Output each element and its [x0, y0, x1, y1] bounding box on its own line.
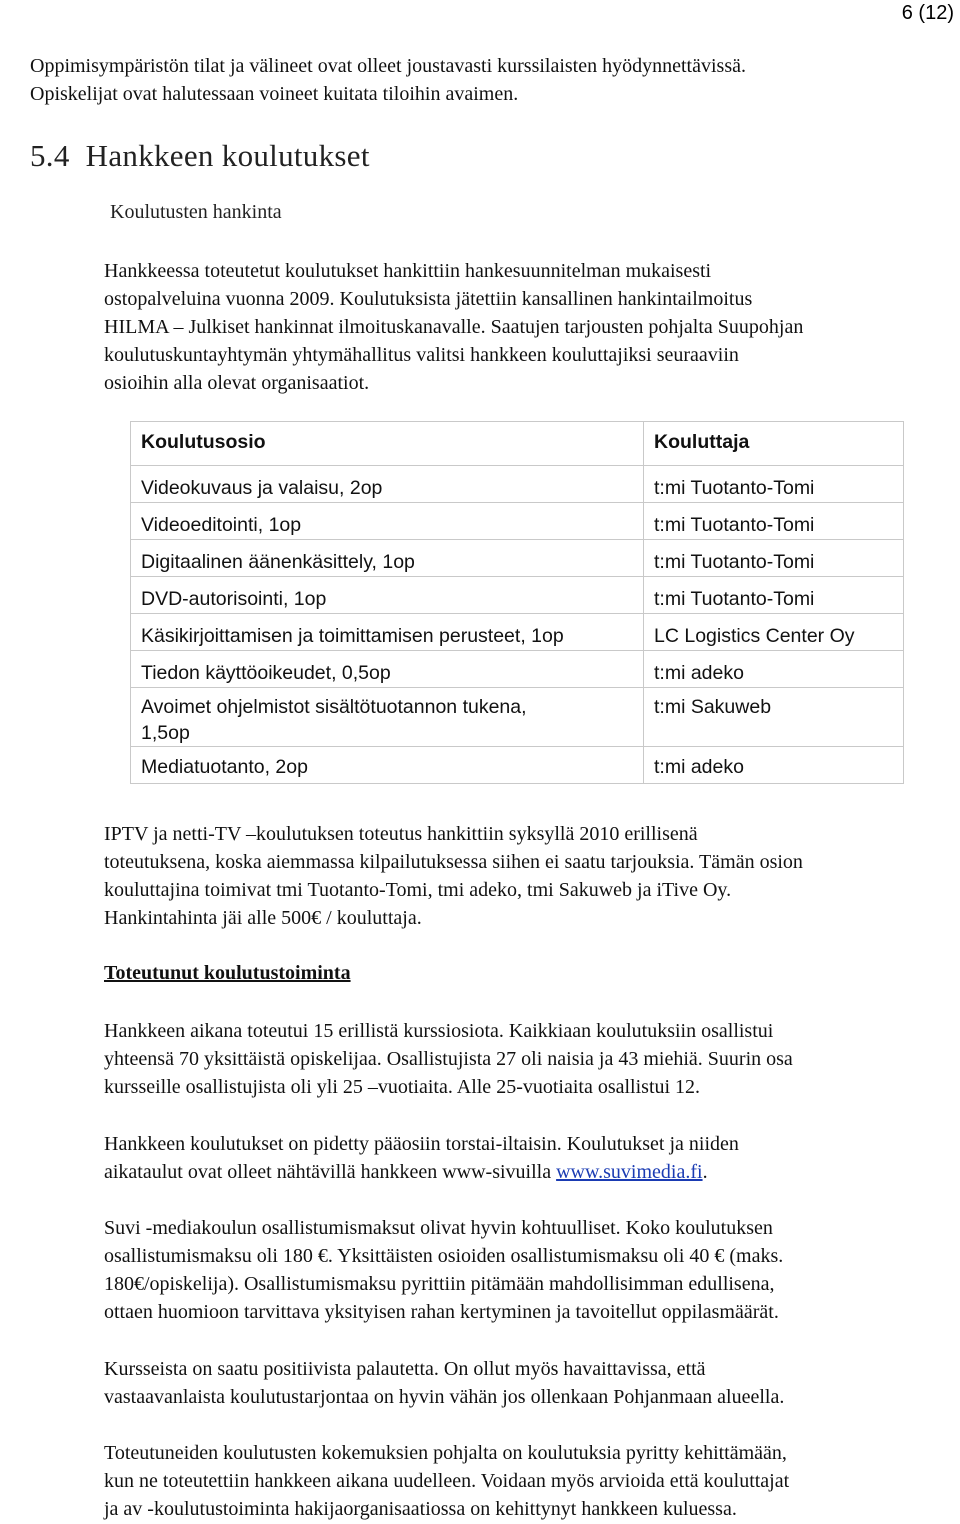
paragraph-line: ja av -koulutustoiminta hakijaorganisaatiossa on kehittynyt hankkeen kuluessa.: [104, 1498, 737, 1520]
fees-paragraph: [104, 1214, 783, 1326]
header-trainer: Kouluttaja: [644, 422, 904, 466]
paragraph-line: kursseille osallistujista oli yli 25 –vuotiaita. Alle 25-vuotiaita osallistui 12.: [104, 1076, 701, 1098]
paragraph-line: Hankkeen koulutukset on pidetty pääosiin torstai-iltaisin. Koulutukset ja niiden: [104, 1133, 739, 1155]
paragraph-line: osallistumismaksu oli 180 €. Yksittäisten osioiden osallistumismaksu oli 40 € (maks.: [104, 1245, 784, 1267]
cell-trainer: t:mi Tuotanto-Tomi: [644, 503, 904, 540]
cell-module: Mediatuotanto, 2op: [131, 747, 644, 784]
realized-heading-wrap: [104, 962, 351, 985]
table-row: [131, 651, 904, 688]
paragraph-line: Hankkeessa toteutetut koulutukset hankittiin hankesuunnitelman mukaisesti: [104, 260, 712, 282]
cell-module-line: Avoimet ohjelmistot sisältötuotannon tukena,: [141, 696, 527, 718]
paragraph-line: Hankkeen aikana toteutui 15 erillistä kurssiosiota. Kaikkiaan koulutuksiin osallistui: [104, 1020, 774, 1042]
paragraph-line: IPTV ja netti-TV –koulutuksen toteutus hankittiin syksyllä 2010 erillisenä: [104, 823, 698, 845]
paragraph-line: HILMA – Julkiset hankinnat ilmoituskanavalle. Saatujen tarjousten pohjalta Suupohjan: [104, 316, 804, 338]
cell-module: Digitaalinen äänenkäsittely, 1op: [131, 540, 644, 577]
table-row: [131, 503, 904, 540]
paragraph-line: koulutuskuntayhtymän yhtymähallitus valitsi hankkeen kouluttajiksi seuraaviin: [104, 344, 739, 366]
paragraph-line: Hankintahinta jäi alle 500€ / kouluttaja.: [104, 907, 422, 929]
cell-trainer: LC Logistics Center Oy: [644, 614, 904, 651]
schedule-text-end: .: [702, 1161, 708, 1183]
feedback-paragraph: [104, 1355, 784, 1411]
table-row: [131, 614, 904, 651]
page-number: 6 (12): [901, 2, 954, 24]
section-title: Hankkeen koulutukset: [85, 138, 370, 173]
table-row: [131, 747, 904, 784]
paragraph-line: Suvi -mediakoulun osallistumismaksut olivat hyvin kohtuulliset. Koko koulutuksen: [104, 1217, 773, 1239]
development-paragraph: [104, 1439, 789, 1523]
intro-paragraph: [30, 52, 746, 108]
intro-line: Opiskelijat ovat halutessaan voineet kuitata tiloihin avaimen.: [30, 83, 519, 105]
paragraph-line: toteutuksena, koska aiemmassa kilpailutuksessa siihen ei saatu tarjouksia. Tämän osion: [104, 851, 803, 873]
cell-module: Tiedon käyttöoikeudet, 0,5op: [131, 651, 644, 688]
table-row: [131, 577, 904, 614]
paragraph-line: kouluttajina toimivat tmi Tuotanto-Tomi, tmi adeko, tmi Sakuweb ja iTive Oy.: [104, 879, 732, 901]
iptv-paragraph: [104, 820, 803, 932]
cell-module: Käsikirjoittamisen ja toimittamisen perusteet, 1op: [131, 614, 644, 651]
section-number: 5.4: [30, 138, 70, 173]
realized-training-heading: Toteutunut koulutustoiminta: [104, 962, 351, 984]
cell-module: Videoeditointi, 1op: [131, 503, 644, 540]
cell-trainer: t:mi Tuotanto-Tomi: [644, 466, 904, 503]
paragraph-line: Toteutuneiden koulutusten kokemuksien pohjalta on koulutuksia pyritty kehittämään,: [104, 1442, 787, 1464]
cell-module: DVD-autorisointi, 1op: [131, 577, 644, 614]
table-header-row: [131, 422, 904, 466]
statistics-paragraph: [104, 1017, 793, 1101]
subheading-procurement: Koulutusten hankinta: [110, 201, 282, 223]
schedule-paragraph: [104, 1130, 739, 1186]
courses-table: [130, 421, 904, 784]
intro-line: Oppimisympäristön tilat ja välineet ovat olleet joustavasti kurssilaisten hyödynnettävissä.: [30, 55, 746, 77]
suvimedia-link[interactable]: www.suvimedia.fi: [556, 1161, 703, 1183]
paragraph-line: ostopalveluina vuonna 2009. Koulutuksista jätettiin kansallinen hankintailmoitus: [104, 288, 753, 310]
paragraph-line: [104, 1158, 739, 1186]
paragraph-line: yhteensä 70 yksittäistä opiskelijaa. Osallistujista 27 oli naisia ja 43 miehiä. Suurin osa: [104, 1048, 793, 1070]
cell-module-line: 1,5op: [141, 722, 190, 744]
procurement-paragraph: [104, 257, 803, 397]
table-row: [131, 466, 904, 503]
cell-module: Videokuvaus ja valaisu, 2op: [131, 466, 644, 503]
cell-trainer: t:mi Sakuweb: [644, 688, 904, 747]
table-row: [131, 540, 904, 577]
section-heading: [30, 138, 370, 174]
cell-trainer: t:mi adeko: [644, 747, 904, 784]
cell-trainer: t:mi Tuotanto-Tomi: [644, 577, 904, 614]
cell-module: [131, 688, 644, 747]
cell-trainer: t:mi adeko: [644, 651, 904, 688]
schedule-text: aikataulut ovat olleet nähtävillä hankkeen www-sivuilla: [104, 1161, 557, 1183]
header-module: Koulutusosio: [131, 422, 644, 466]
paragraph-line: osioihin alla olevat organisaatiot.: [104, 372, 370, 394]
paragraph-line: Kursseista on saatu positiivista palautetta. On ollut myös havaittavissa, että: [104, 1358, 706, 1380]
paragraph-line: ottaen huomioon tarvittava yksityisen rahan kertyminen ja tavoitellut oppilasmäärät.: [104, 1301, 779, 1323]
paragraph-line: vastaavanlaista koulutustarjontaa on hyvin vähän jos ollenkaan Pohjanmaan alueella.: [104, 1386, 785, 1408]
table-row: [131, 688, 904, 747]
paragraph-line: 180€/opiskelija). Osallistumismaksu pyrittiin pitämään mahdollisimman edullisena,: [104, 1273, 775, 1295]
paragraph-line: kun ne toteutettiin hankkeen aikana uudelleen. Voidaan myös arvioida että kouluttajat: [104, 1470, 790, 1492]
cell-trainer: t:mi Tuotanto-Tomi: [644, 540, 904, 577]
